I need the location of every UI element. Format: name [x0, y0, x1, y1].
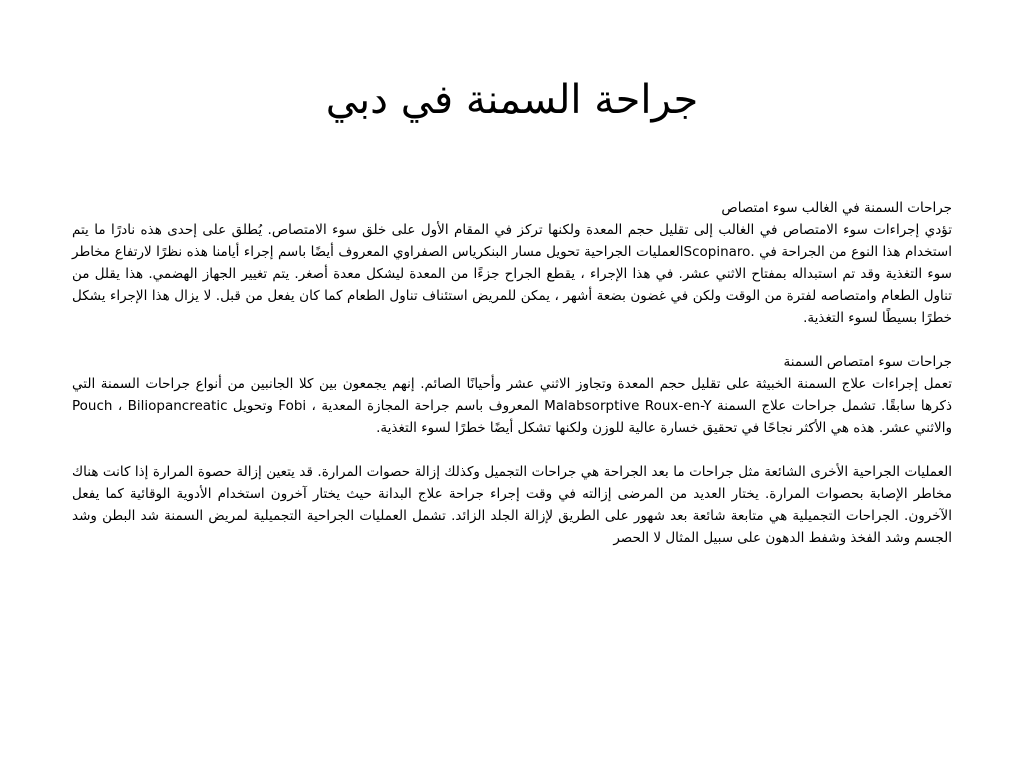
paragraph-heading-2: جراحات سوء امتصاص السمنة — [783, 354, 952, 370]
paragraph-body-1: تؤدي إجراءات سوء الامتصاص في الغالب إلى تقليل حجم المعدة ولكنها تركز في المقام الأول على خلق سوء الامتصاص. يُطلق على إحدى هذه نادرًا ما يتم استخدام هذا النوع من الجراحة في .Scopinaroالعمليات الجراحية تحويل مسار البنكرياس الصفراوي المعروف أيضًا باسم إجراء أيامنا هذه نظرًا لارتفاع مخاطر سوء التغذية وقد تم استبداله بمفتاح الاثني عشر. في هذا الإجراء ، يقطع الجراح جزءًا من المعدة ليشكل معدة أصغر. يتم تغيير الجهاز الهضمي. هذا يقلل من تناول الطعام وامتصاصه لفترة من الوقت ولكن في غضون بضعة أشهر ، يمكن للمريض استئناف تناول الطعام كما كان يفعل من قبل. لا يزال هذا الإجراء يشكل خطرًا بسيطًا لسوء التغذية. — [72, 222, 952, 326]
paragraph-heading-1: جراحات السمنة في الغالب سوء امتصاص — [721, 200, 952, 216]
slide-title: جراحة السمنة في دبي — [325, 77, 699, 123]
paragraph-body-3: العمليات الجراحية الأخرى الشائعة مثل جراحات ما بعد الجراحة هي جراحات التجميل وكذلك إزالة حصوات المرارة. قد يتعين إزالة حصوة المرارة إذا كانت هناك مخاطر الإصابة بحصوات المرارة. يختار العديد من المرضى إزالته في وقت إجراء جراحة علاج البدانة حيث يختار آخرون استخدام الأدوية الوقائية كما يفعل الآخرون. الجراحات التجميلية هي متابعة شائعة بعد شهور على الطريق لإزالة الجلد الزائد. تشمل العمليات الجراحية التجميلية لمريض السمنة شد البطن وشد الجسم وشد الفخذ وشفط الدهون على سبيل المثال لا الحصر — [72, 464, 952, 546]
slide-body — [72, 197, 952, 549]
paragraph-body-2: تعمل إجراءات علاج السمنة الخبيثة على تقليل حجم المعدة وتجاوز الاثني عشر وأحيانًا الصائم. إنهم يجمعون بين كلا الجانبين من أنواع جراحات السمنة التي ذكرها سابقًا. تشمل جراحات علاج السمنة Malabsorptive Roux-en-Y المعروف باسم جراحة المجازة المعدية ، Fobi وتحويل Pouch ، Biliopancreatic والاثني عشر. هذه هي الأكثر نجاحًا في تحقيق خسارة عالية للوزن ولكنها تشكل أيضًا خطرًا لسوء التغذية. — [72, 376, 952, 436]
paragraph-spacer — [72, 439, 952, 461]
paragraph-spacer — [72, 329, 952, 351]
